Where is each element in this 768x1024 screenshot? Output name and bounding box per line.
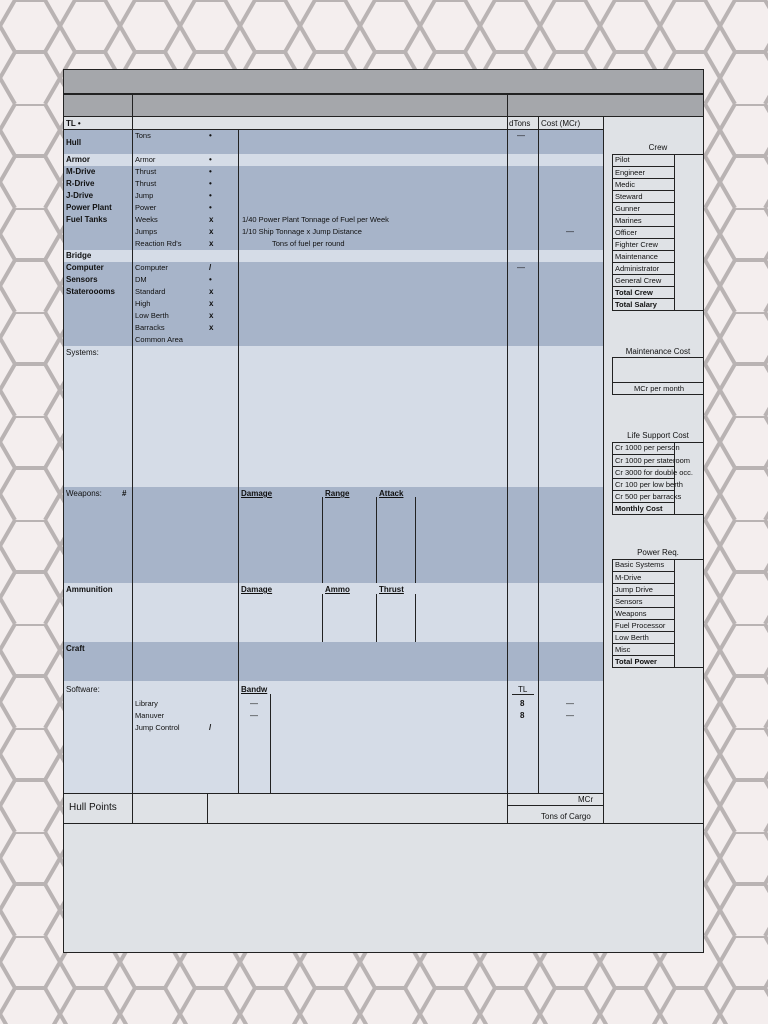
crew-row[interactable]: Officer	[613, 226, 674, 238]
ammo-ammo-header: Ammo	[325, 585, 350, 594]
software-label: Software:	[66, 685, 100, 694]
maintenance-unit: MCr per month	[633, 384, 684, 393]
power-row[interactable]: Fuel Processor	[613, 619, 674, 631]
field-label: Jumps	[135, 227, 158, 236]
software-tl: 8	[520, 699, 525, 708]
power-row[interactable]: Misc	[613, 643, 674, 655]
field-symbol: x	[209, 311, 214, 320]
software-cost: —	[566, 699, 574, 708]
row-label: Hull	[66, 138, 82, 147]
mcr-label: MCr	[578, 795, 594, 804]
field-label: Common Area	[135, 335, 183, 344]
field-label: Weeks	[135, 215, 158, 224]
field-symbol: •	[209, 203, 212, 212]
field-symbol: •	[209, 155, 212, 164]
notes-area[interactable]	[64, 824, 703, 952]
life-support-row[interactable]: Cr 100 per low berth	[615, 480, 683, 489]
field-symbol: •	[209, 191, 212, 200]
weapons-hash: #	[122, 489, 127, 498]
life-support-row[interactable]: Cr 3000 for double occ.	[615, 468, 693, 477]
power-title: Power Req.	[637, 548, 679, 557]
field-symbol: x	[209, 287, 214, 296]
software-cost: —	[566, 711, 574, 720]
row-label: Sensors	[66, 275, 98, 284]
row-label: R-Drive	[66, 179, 95, 188]
craft-label: Craft	[66, 644, 85, 653]
row-label: Fuel Tanks	[66, 215, 108, 224]
ammunition-label: Ammunition	[66, 585, 113, 594]
row-note: 1/10 Ship Tonnage x Jump Distance	[242, 227, 362, 236]
weapons-range-header: Range	[325, 489, 350, 498]
field-symbol: •	[209, 275, 212, 284]
crew-row[interactable]: Gunner	[613, 202, 674, 214]
field-symbol: •	[209, 167, 212, 176]
power-row[interactable]: Low Berth	[613, 631, 674, 643]
field-label: Barracks	[135, 323, 165, 332]
row-note: Tons of fuel per round	[272, 239, 345, 248]
field-symbol: x	[209, 299, 214, 308]
systems-label: Systems:	[66, 348, 99, 357]
field-symbol: x	[209, 323, 214, 332]
systems-section[interactable]	[64, 346, 603, 487]
field-label: Thrust	[135, 167, 157, 176]
field-symbol: x	[209, 215, 214, 224]
crew-row[interactable]: Engineer	[613, 166, 674, 178]
field-label: High	[135, 299, 151, 308]
software-section[interactable]	[64, 681, 603, 793]
field-label: Low Berth	[135, 311, 169, 320]
row-label: Computer	[66, 263, 104, 272]
power-box[interactable]	[612, 559, 704, 668]
title-bar[interactable]	[63, 69, 704, 94]
row-label: Bridge	[66, 251, 92, 260]
field-label: Power	[135, 203, 157, 212]
crew-row[interactable]: Marines	[613, 214, 674, 226]
crew-row[interactable]: General Crew	[613, 274, 674, 286]
software-item: Jump Control	[135, 723, 180, 732]
field-label: Computer	[135, 263, 168, 272]
field-symbol: /	[209, 263, 212, 272]
software-tl-header: TL	[518, 685, 528, 694]
power-row[interactable]: Sensors	[613, 595, 674, 607]
power-row[interactable]: M-Drive	[613, 571, 674, 583]
dtons-value: —	[517, 263, 525, 272]
crew-row[interactable]: Total Crew	[613, 286, 674, 298]
ammo-thrust-header: Thrust	[379, 585, 404, 594]
row-label: Stateroooms	[66, 287, 115, 296]
crew-row[interactable]: Steward	[613, 190, 674, 202]
software-bandw: —	[250, 699, 258, 708]
field-label: Armor	[135, 155, 156, 164]
dtons-header: dTons	[509, 119, 531, 128]
life-support-row[interactable]: Monthly Cost	[613, 502, 674, 514]
crew-row[interactable]: Medic	[613, 178, 674, 190]
software-item: Manuver	[135, 711, 165, 720]
tl-label: TL •	[66, 119, 81, 128]
cost-value: —	[566, 227, 574, 236]
row-label: J-Drive	[66, 191, 94, 200]
crew-title: Crew	[648, 143, 668, 152]
field-label: Tons	[135, 131, 151, 140]
weapons-damage-header: Damage	[241, 489, 273, 498]
software-bandw: —	[250, 711, 258, 720]
dtons-value: —	[517, 131, 525, 140]
row-label: Armor	[66, 155, 91, 164]
tons-of-cargo-label: Tons of Cargo	[541, 812, 591, 821]
life-support-title: Life Support Cost	[627, 431, 689, 440]
field-label: Reaction Rd's	[135, 239, 182, 248]
crew-box[interactable]	[612, 154, 704, 311]
row-note: 1/40 Power Plant Tonnage of Fuel per Week	[242, 215, 389, 224]
maintenance-title: Maintenance Cost	[625, 347, 691, 356]
power-row[interactable]: Total Power	[613, 655, 674, 667]
power-row[interactable]: Weapons	[613, 607, 674, 619]
subtitle-bar[interactable]	[63, 94, 704, 117]
life-support-row[interactable]: Cr 1000 per person	[615, 443, 680, 452]
life-support-box[interactable]	[612, 442, 704, 515]
crew-row[interactable]: Administrator	[613, 262, 674, 274]
weapons-section[interactable]	[64, 487, 603, 583]
crew-row[interactable]: Pilot	[615, 155, 630, 164]
life-support-row[interactable]: Cr 1000 per stateroom	[615, 456, 691, 465]
field-symbol: x	[209, 239, 214, 248]
software-item: Library	[135, 699, 158, 708]
field-symbol: x	[209, 227, 214, 236]
weapons-label: Weapons:	[66, 489, 102, 498]
row-band[interactable]	[64, 250, 603, 262]
weapons-attack-header: Attack	[379, 489, 404, 498]
field-symbol: •	[209, 131, 212, 140]
crew-row[interactable]: Total Salary	[613, 298, 674, 310]
field-label: Thrust	[135, 179, 157, 188]
crew-row[interactable]: Maintenance	[613, 250, 674, 262]
ammo-damage-header: Damage	[241, 585, 273, 594]
life-support-row[interactable]: Cr 500 per barracks	[615, 492, 682, 501]
crew-row[interactable]: Fighter Crew	[613, 238, 674, 250]
software-bandw-header: Bandw	[241, 685, 268, 694]
field-label: Standard	[135, 287, 166, 296]
craft-section[interactable]	[64, 642, 603, 681]
power-row[interactable]: Basic Systems	[615, 560, 665, 569]
field-label: Jump	[135, 191, 154, 200]
software-symbol: /	[209, 723, 212, 732]
field-symbol: •	[209, 179, 212, 188]
field-label: DM	[135, 275, 147, 284]
maintenance-box[interactable]	[612, 357, 704, 395]
row-label: M-Drive	[66, 167, 96, 176]
hull-points-label: Hull Points	[69, 802, 117, 813]
software-tl: 8	[520, 711, 525, 720]
cost-header: Cost (MCr)	[541, 119, 581, 128]
row-label: Power Plant	[66, 203, 112, 212]
power-row[interactable]: Jump Drive	[613, 583, 674, 595]
